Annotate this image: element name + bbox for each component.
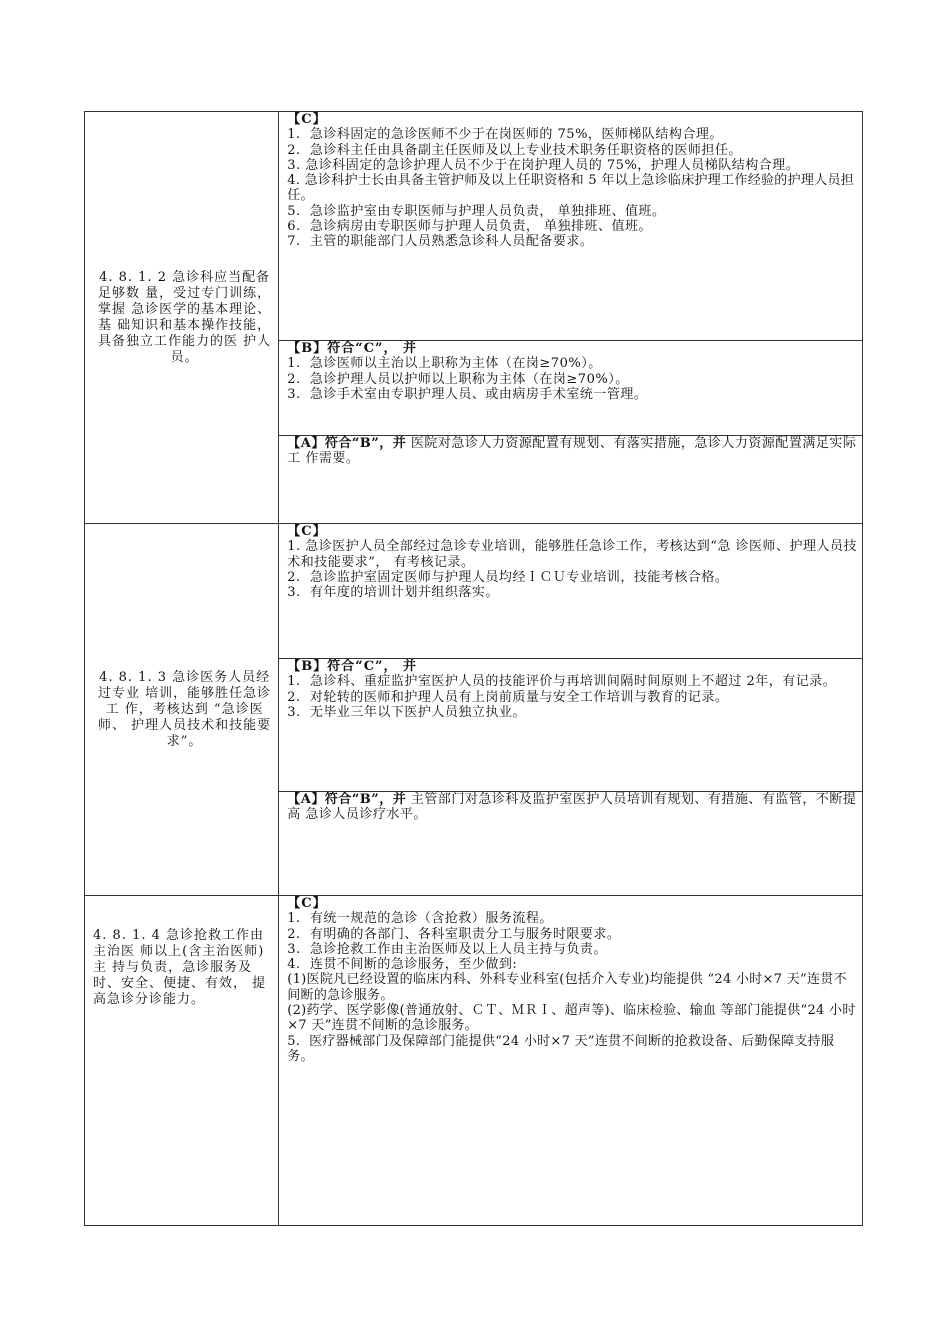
section-row-4-8-1-2 <box>85 112 863 341</box>
item-cell-4-8-1-4 <box>85 896 279 1226</box>
criterion-line: (2)药学、医学影像(普通放射、ＣＴ、ＭＲＩ、超声等)、临床检验、输血 等部门能提供“24 小时×7 天”连贯不间断的急诊服务。 <box>287 1003 856 1034</box>
level-b-cell <box>279 659 863 792</box>
criterion-line: 1. 有统一规范的急诊（含抢救）服务流程。 <box>287 911 553 927</box>
level-a-block <box>287 792 858 823</box>
criterion-line: 2. 对轮转的医师和护理人员有上岗前质量与安全工作培训与教育的记录。 <box>287 689 729 705</box>
criterion-line: 4. 急诊科护士长由具备主管护师及以上任职资格和 5 年以上急诊临床护理工作经验的护理人员担任。 <box>287 173 855 204</box>
section-row-4-8-1-4 <box>85 896 863 1226</box>
level-c-header: 【C】 <box>287 896 327 911</box>
criterion-line: 7. 主管的职能部门人员熟悉急诊科人员配备要求。 <box>287 234 594 250</box>
criterion-line: 3. 急诊抢救工作由主治医师及以上人员主持与负责。 <box>287 941 607 957</box>
level-c-header: 【C】 <box>287 112 327 127</box>
level-c-cell <box>279 112 863 341</box>
criterion-line: 4. 连贯不间断的急诊服务，至少做到: <box>287 957 518 973</box>
item-cell-4-8-1-3 <box>85 524 279 896</box>
standards-table <box>84 111 863 1226</box>
criterion-line: 2. 急诊科主任由具备副主任医师及以上专业技术职务任职资格的医师担任。 <box>287 142 742 158</box>
criterion-line: 3. 急诊科固定的急诊护理人员不少于在岗护理人员的 75%，护理人员梯队结构合理。 <box>287 157 800 173</box>
criterion-line: 5. 急诊监护室由专职医师与护理人员负责， 单独排班、值班。 <box>287 203 666 219</box>
level-b-header: 【B】符合“C”， 并 <box>287 659 418 674</box>
level-c-header: 【C】 <box>287 524 327 539</box>
criterion-line: 1. 急诊医护人员全部经过急诊专业培训，能够胜任急诊工作，考核达到“急 诊医师、护理人员技术和技能要求”， 有考核记录。 <box>287 539 858 570</box>
level-a-header: 【A】符合“B”，并 <box>287 792 407 807</box>
level-c-cell <box>279 524 863 659</box>
level-c-cell <box>279 896 863 1226</box>
criterion-line: 1. 急诊科、重症监护室医护人员的技能评价与再培训间隔时间原则上不超过 2年，有记录。 <box>287 674 837 690</box>
level-b-header: 【B】符合“C”， 并 <box>287 341 418 356</box>
criterion-line: 5. 医疗器械部门及保障部门能提供“24 小时×7 天”连贯不间断的抢救设备、后勤保障支持服务。 <box>287 1033 835 1064</box>
criterion-line: 主管部门对急诊科及监护室医护人员培训有规划、有措施、有监管，不断提高 急诊人员诊疗水平。 <box>287 792 857 823</box>
section-row-4-8-1-3 <box>85 524 863 659</box>
criterion-line: 2. 急诊护理人员以护师以上职称为主体（在岗≥70%）。 <box>287 371 629 387</box>
item-cell-4-8-1-2 <box>85 112 279 524</box>
level-a-cell <box>279 792 863 896</box>
item-text: 4. 8. 1. 3 急诊医务人员经过专业 培训，能够胜任急诊工 作，考核达到 “急诊医师、 护理人员技术和技能要 求”。 <box>98 669 277 749</box>
criterion-line: 1. 急诊医师以主治以上职称为主体（在岗≥70%）。 <box>287 356 602 372</box>
criterion-line: 1. 急诊科固定的急诊医师不少于在岗医师的 75%，医师梯队结构合理。 <box>287 127 723 143</box>
level-a-cell <box>279 436 863 524</box>
criterion-line: (1)医院凡已经设置的临床内科、外科专业科室(包括介入专业)均能提供 “24 小时×7 天”连贯不间断的急诊服务。 <box>287 972 847 1003</box>
level-a-header: 【A】符合“B”，并 <box>287 436 407 451</box>
criterion-line: 2. 急诊监护室固定医师与护理人员均经ＩＣＵ专业培训，技能考核合格。 <box>287 569 729 585</box>
item-text: 4. 8. 1. 2 急诊科应当配备足够数 量，受过专门训练，掌握 急诊医学的基本理论、基 础知识和基本操作技能， 具备独立工作能力的医 护人员。 <box>98 269 277 365</box>
item-text: 4. 8. 1. 4 急诊抢救工作由主治医 师以上(含主治医师)主 持与负责，急诊服务及 时、安全、便捷、有效， 提高急诊分诊能力。 <box>93 928 267 1007</box>
criterion-line: 3. 急诊手术室由专职护理人员、或由病房手术室统一管理。 <box>287 386 648 402</box>
criterion-line: 医院对急诊人力资源配置有规划、有落实措施，急诊人力资源配置满足实际工 作需要。 <box>287 436 857 467</box>
level-b-cell <box>279 341 863 436</box>
criterion-line: 3. 有年度的培训计划并组织落实。 <box>287 585 499 601</box>
criterion-line: 6. 急诊病房由专职医师与护理人员负责， 单独排班、值班。 <box>287 219 653 235</box>
criterion-line: 2. 有明确的各部门、各科室职责分工与服务时限要求。 <box>287 926 621 942</box>
criterion-line: 3. 无毕业三年以下医护人员独立执业。 <box>287 704 526 720</box>
level-a-block <box>287 436 858 467</box>
